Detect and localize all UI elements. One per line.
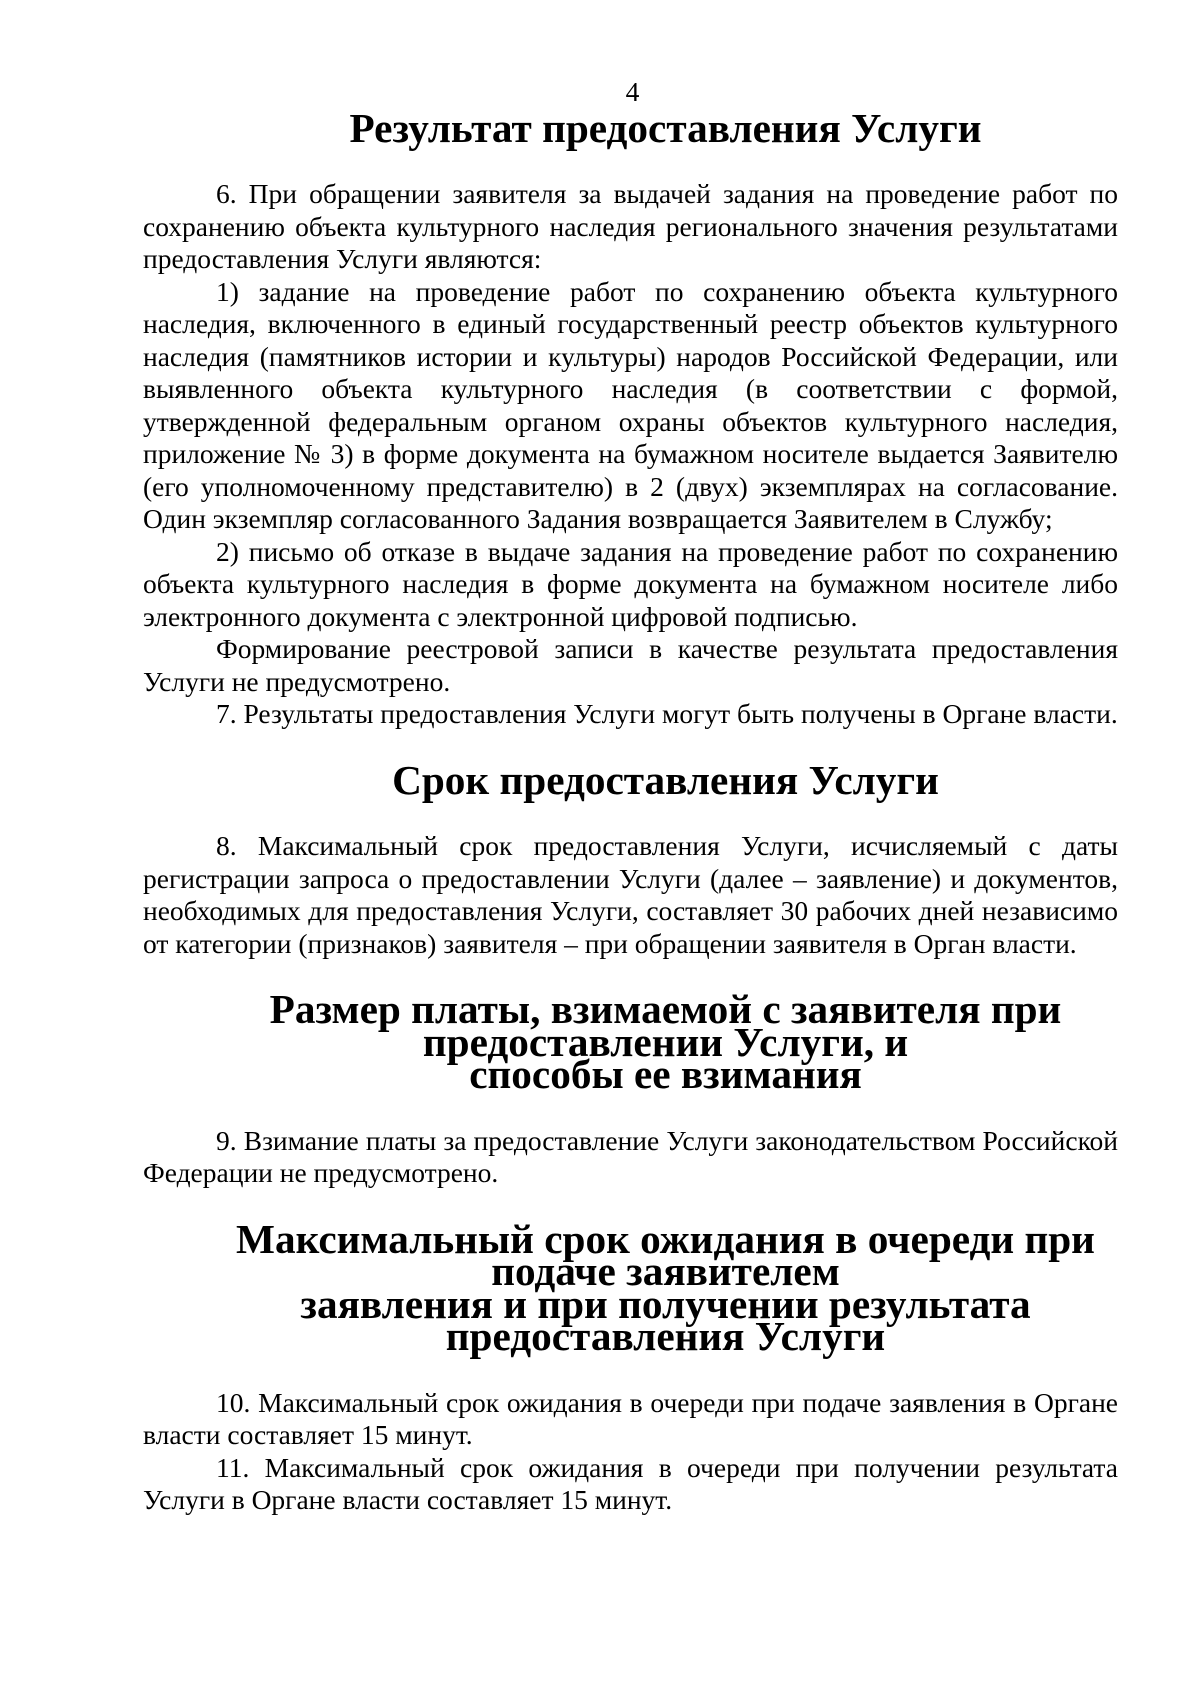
section-heading-result: Результат предоставления Услуги (349, 104, 982, 151)
page-number: 4 (625, 76, 640, 107)
heading-line: заявления и при получении результата предоставления Услуги (300, 1280, 1031, 1359)
paragraph-9: 9. Взимание платы за предоставление Услуги законодательством Российской Федерации не предусмотрено. (143, 1124, 1118, 1188)
section-heading-term: Срок предоставления Услуги (392, 756, 939, 803)
section-heading-fee (143, 986, 1118, 1097)
paragraph-6: 6. При обращении заявителя за выдачей задания на проведение работ по сохранению объекта культурного наследия регионального значения результатами предоставления Услуги являются: (143, 178, 1118, 274)
paragraph-8: 8. Максимальный срок предоставления Услуги, исчисляемый с даты регистрации запроса о предоставлении Услуги (далее – заявление) и документов, необходимых для предоставления Услуги, составляет 30 рабочих дней независимо от категории (признаков) заявителя – при обращении заявителя в Орган власти. (143, 830, 1118, 959)
section-heading-queue (143, 1215, 1118, 1359)
paragraph-registry-record: Формирование реестровой записи в качестве результата предоставления Услуги не предусмотрено. (143, 633, 1118, 697)
paragraph-6-item-2: 2) письмо об отказе в выдаче задания на проведение работ по сохранению объекта культурного наследия в форме документа на бумажном носителе либо электронного документа с электронной цифровой подписью. (143, 535, 1118, 632)
heading-line: Максимальный срок ожидания в очереди при подаче заявителем (236, 1215, 1095, 1294)
paragraph-6-item-1: 1) задание на проведение работ по сохранению объекта культурного наследия, включенного в единый государственный реестр объектов культурного наследия (памятников истории и культуры) народов Российской Федерации, или выявленного объекта культурного наследия (в соответствии с формой, утвержденной федеральным органом охраны объектов культурного наследия, приложение № 3) в форме документа на бумажном носителе выдается Заявителю (его уполномоченному представителю) в 2 (двух) экземплярах на согласование. Один экземпляр согласованного Задания возвращается Заявителем в Службу; (143, 275, 1118, 534)
paragraph-11: 11. Максимальный срок ожидания в очереди при получении результата Услуги в Органе власти составляет 15 минут. (143, 1451, 1118, 1515)
heading-line: Размер платы, взимаемой с заявителя при предоставлении Услуги, и (269, 986, 1062, 1065)
heading-line: способы ее взимания (469, 1051, 862, 1097)
paragraph-7: 7. Результаты предоставления Услуги могут быть получены в Органе власти. (216, 698, 1118, 729)
document-page (143, 76, 1118, 1517)
paragraph-10: 10. Максимальный срок ожидания в очереди при подаче заявления в Органе власти составляет 15 минут. (143, 1386, 1118, 1450)
